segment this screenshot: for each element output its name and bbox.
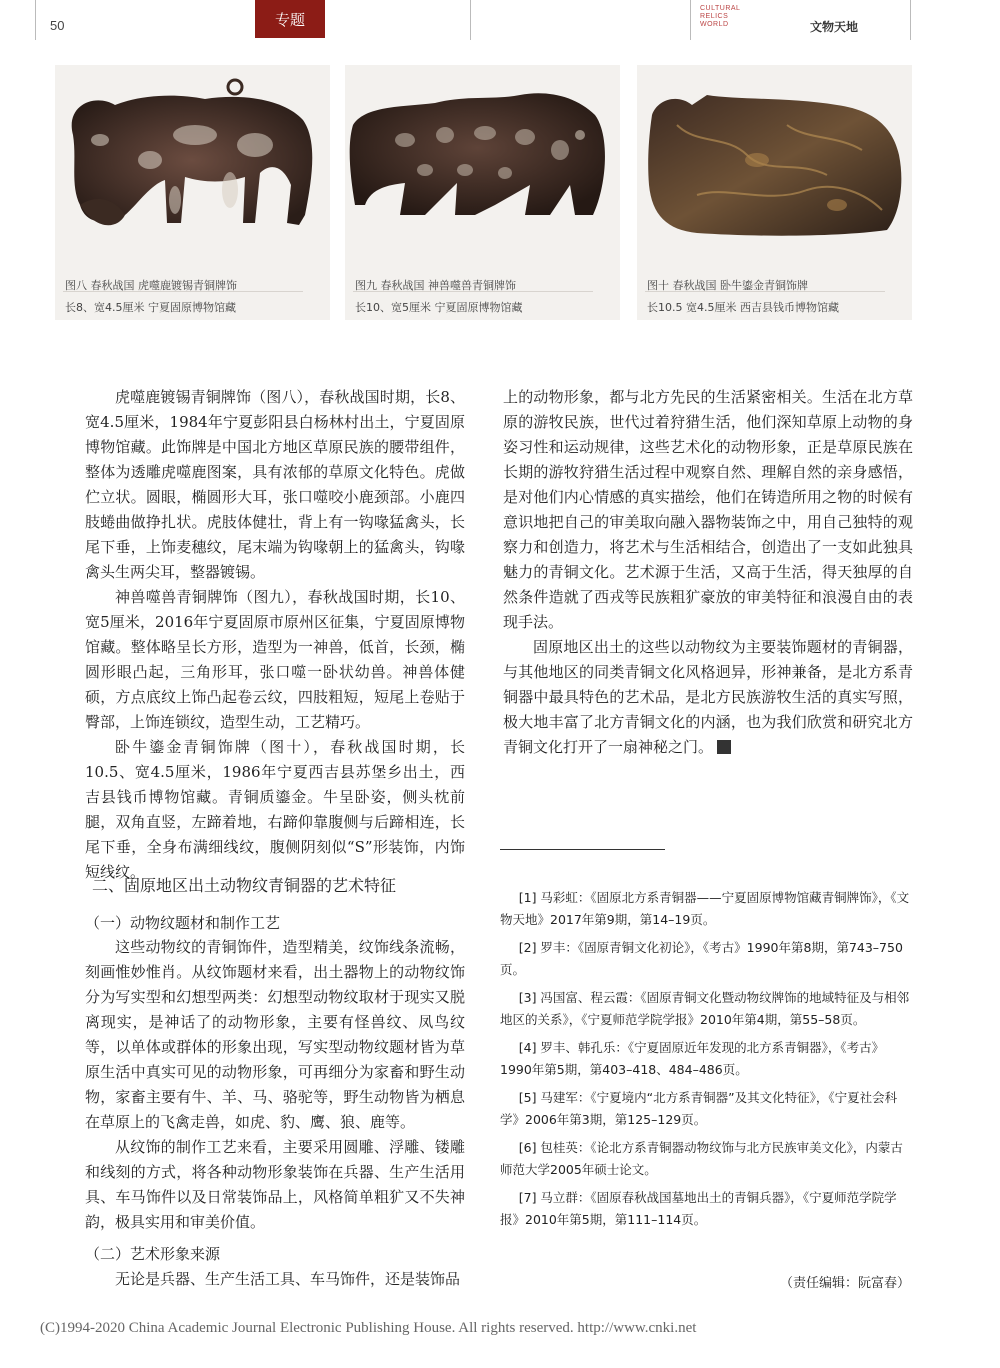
magazine-en-line: WORLD xyxy=(700,21,729,28)
right-column xyxy=(503,385,913,760)
caption-divider xyxy=(645,291,885,292)
figure-caption-title: 图八 春秋战国 虎噬鹿镀锡青铜牌饰 xyxy=(65,279,237,292)
reference-item: [6] 包桂英：《论北方系青铜器动物纹饰与北方民族审美文化》，内蒙古师范大学2005年硕士论文。 xyxy=(500,1140,903,1177)
reference-item: [1] 马彩虹：《固原北方系青铜器——宁夏固原博物馆藏青铜牌饰》，《文物天地》2017年第9期，第14–19页。 xyxy=(500,890,910,927)
caption-divider xyxy=(353,291,593,292)
left-column xyxy=(85,385,465,885)
reference-item: [7] 马立群：《固原春秋战国墓地出土的青铜兵器》，《宁夏师范学院学报》2010年第5期，第111–114页。 xyxy=(500,1190,897,1227)
reference-item: [4] 罗丰、韩孔乐：《宁夏固原近年发现的北方系青铜器》，《考古》1990年第5期，第403–418、484–486页。 xyxy=(500,1040,885,1077)
paragraph-text: 固原地区出土的这些以动物纹为主要装饰题材的青铜器，与其他地区的同类青铜文化风格迥异，形神兼备，是北方系青铜器中最具特色的艺术品，是北方民族游牧生活的真实写照，极大地丰富了北方青铜文化的内涵，也为我们欣赏和研究北方青铜文化打开了一扇神秘之门。 xyxy=(503,638,913,756)
figure-9 xyxy=(345,65,620,320)
paragraph: 上的动物形象，都与北方先民的生活紧密相关。生活在北方草原的游牧民族，世代过着狩猎生活，他们深知草原上动物的身姿习性和运动规律，这些艺术化的动物形象，正是草原民族在长期的游牧狩猎生活过程中观察自然、理解自然的亲身感悟，是对他们内心情感的真实描绘，他们在铸造所用之物的时候有意识地把自己的审美取向融入器物装饰之中，用自己独特的观察力和创造力，将艺术与生活相结合，创造出了一支如此独具魅力的青铜文化。艺术源于生活，又高于生活，得天独厚的自然条件造就了西戎等民族粗犷豪放的审美特征和浪漫自由的表现手法。 xyxy=(503,388,913,631)
paragraph: 这些动物纹的青铜饰件，造型精美，纹饰线条流畅，刻画惟妙惟肖。从纹饰题材来看，出土器物上的动物纹饰分为写实型和幻想型两类：幻想型动物纹取材于现实又脱离现实，是神话了的动物形象，主要有怪兽纹、凤鸟纹等，以单体或群体的形象出现，写实型动物纹题材皆为草原生活中真实可见的动物形象，可再细分为家畜和野生动物，家畜主要有牛、羊、马、骆驼等，野生动物皆为栖息在草原上的飞禽走兽，如虎、豹、鹰、狼、鹿等。 xyxy=(85,938,465,1131)
figure-caption-title: 图九 春秋战国 神兽噬兽青铜牌饰 xyxy=(355,279,516,292)
bronze-tiger-deer-plaque-image xyxy=(55,65,330,265)
gilt-ox-plaque-image xyxy=(637,65,912,265)
figure-caption-detail: 长10、宽5厘米 宁夏固原博物馆藏 xyxy=(355,301,523,314)
figure-caption-detail: 长8、宽4.5厘米 宁夏固原博物馆藏 xyxy=(65,301,236,314)
reference-item: [5] 马建军：《宁夏境内“北方系青铜器”及其文化特征》，《宁夏社会科学》2006年第3期，第125–129页。 xyxy=(500,1090,898,1127)
reference-item: [3] 冯国富、程云霞：《固原青铜文化暨动物纹牌饰的地域特征及与相邻地区的关系》，《宁夏师范学院学报》2010年第4期，第55–58页。 xyxy=(500,990,910,1027)
subsection-heading: （一）动物纹题材和制作工艺 xyxy=(85,914,281,932)
magazine-cn-title: 文物天地 xyxy=(810,20,859,34)
reference-item: [2] 罗丰：《固原青铜文化初论》，《考古》1990年第8期，第743–750页。 xyxy=(500,940,903,977)
paragraph xyxy=(503,635,913,760)
paragraph: 从纹饰的制作工艺来看，主要采用圆雕、浮雕、镂雕和线刻的方式，将各种动物形象装饰在兵器、生产生活用具、车马饰件以及日常装饰品上，风格简单粗犷又不失神韵，极具实用和审美价值。 xyxy=(85,1138,465,1231)
header-rule xyxy=(35,0,36,40)
section-body xyxy=(85,935,465,1235)
page-number: 50 xyxy=(50,18,65,33)
magazine-en-line: RELICS xyxy=(700,13,729,20)
paragraph: 虎噬鹿镀锡青铜牌饰（图八），春秋战国时期，长8、宽4.5厘米，1984年宁夏彭阳县白杨林村出土，宁夏固原博物馆藏。此饰牌是中国北方地区草原民族的腰带组件，整体为透雕虎噬鹿图案，具有浓郁的草原文化特色。虎做伫立状。圆眼，椭圆形大耳，张口噬咬小鹿颈部。小鹿四肢蜷曲做挣扎状。虎肢体健壮，背上有一钩喙猛禽头，长尾下垂，上饰麦穗纹，尾末端为钩喙朝上的猛禽头，钩喙禽头生两尖耳，整器镀锡。 xyxy=(85,388,465,581)
figure-caption-detail: 长10.5 宽4.5厘米 西吉县钱币博物馆藏 xyxy=(647,301,839,314)
section-heading: 二、固原地区出土动物纹青铜器的艺术特征 xyxy=(92,876,397,895)
paragraph: 无论是兵器、生产生活工具、车马饰件，还是装饰品 xyxy=(115,1270,461,1288)
header-rule xyxy=(690,0,691,40)
footnote-rule xyxy=(500,849,665,850)
section-tab: 专题 xyxy=(255,0,325,38)
copyright-footer: (C)1994-2020 China Academic Journal Electronic Publishing House. All rights reserved. http://www.cnki.net xyxy=(40,1320,697,1336)
paragraph: 卧牛鎏金青铜饰牌（图十），春秋战国时期，长10.5、宽4.5厘米，1986年宁夏西吉县苏堡乡出土，西吉县钱币博物馆藏。青铜质鎏金。牛呈卧姿，侧头枕前腿，双角直竖，左蹄着地，右蹄仰靠腹侧与后蹄相连，长尾下垂，全身布满细线纹，腹侧阴刻似“S”形装饰，内饰短线纹。 xyxy=(85,738,465,881)
end-mark-icon xyxy=(717,740,731,754)
figure-8 xyxy=(55,65,330,320)
header-rule xyxy=(470,0,471,40)
subsection-heading: （二）艺术形象来源 xyxy=(85,1245,221,1263)
magazine-en-title xyxy=(700,5,740,29)
paragraph: 神兽噬兽青铜牌饰（图九），春秋战国时期，长10、宽5厘米，2016年宁夏固原市原州区征集，宁夏固原博物馆藏。整体略呈长方形，造型为一神兽，低首，长颈，椭圆形眼凸起，三角形耳，张口噬一卧状幼兽。神兽体健硕，方点底纹上饰凸起卷云纹，四肢粗短，短尾上卷贴于臀部，上饰连锁纹，造型生动，工艺精巧。 xyxy=(85,588,465,731)
magazine-en-line: CULTURAL xyxy=(700,5,741,12)
editor-credit: （责任编辑：阮富春） xyxy=(779,1276,910,1291)
reference-list xyxy=(500,887,913,1237)
figure-caption-title: 图十 春秋战国 卧牛鎏金青铜饰牌 xyxy=(647,279,808,292)
bronze-beast-plaque-image xyxy=(345,65,620,265)
figure-10 xyxy=(637,65,912,320)
header-rule xyxy=(910,0,911,40)
caption-divider xyxy=(63,291,303,292)
